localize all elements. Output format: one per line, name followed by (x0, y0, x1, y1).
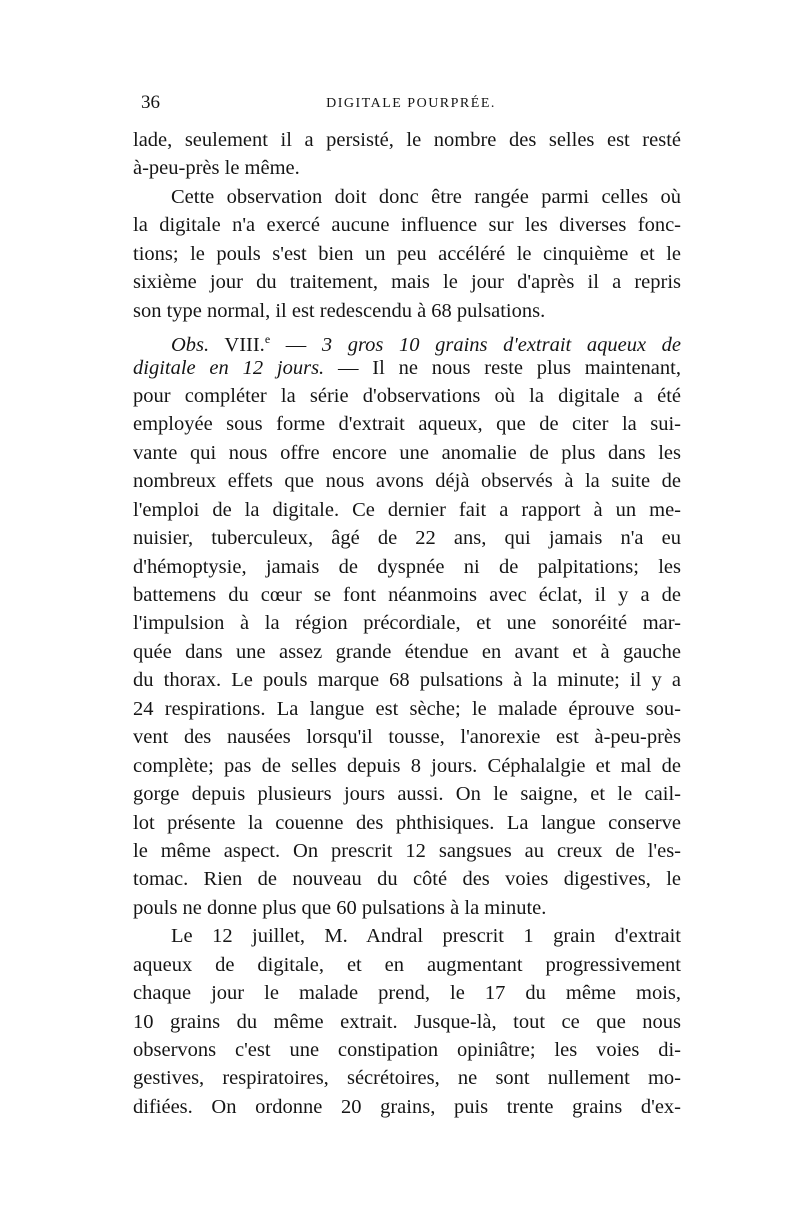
text-line: à-peu-près le même. (133, 157, 300, 180)
text-line: tomac. Rien de nouveau du côté des voies digestives, le (133, 868, 681, 891)
body-text (133, 126, 681, 1121)
text-line: difiées. On ordonne 20 grains, puis trente grains d'ex- (133, 1095, 681, 1118)
running-head: DIGITALE POURPRÉE. (326, 96, 496, 111)
text-line: aqueux de digitale, et en augmentant progressivement (133, 953, 681, 976)
text-line: sixième jour du traitement, mais le jour d'après il a repris (133, 271, 681, 294)
text-line: 10 grains du même extrait. Jusque-là, tout ce que nous (133, 1010, 681, 1033)
text-line: Le 12 juillet, M. Andral prescrit 1 grain d'extrait (171, 925, 681, 948)
text-line: lade, seulement il a persisté, le nombre des selles est resté (133, 129, 681, 151)
text-line: vante qui nous offre encore une anomalie de plus dans les (133, 441, 681, 464)
obs-title: 3 gros 10 grains d'extrait aqueux de (321, 333, 681, 356)
text-line: chaque jour le malade prend, le 17 du même mois, (133, 982, 681, 1005)
text-line: l'emploi de la digitale. Ce dernier fait a rapport à un me- (133, 498, 681, 521)
text-line: gorge depuis plusieurs jours aussi. On le saigne, et le cail- (133, 783, 681, 806)
text-line: lot présente la couenne des phthisiques. La langue conserve (133, 811, 681, 834)
text-line: vent des nausées lorsqu'il tousse, l'anorexie est à-peu-près (133, 726, 681, 749)
text-line: Obs. VIII.$^e$ — 3 gros 10 grains d'extrait aqueux de (171, 332, 681, 356)
text-line: son type normal, il est redescendu à 68 pulsations. (133, 299, 546, 322)
page-number: 36 (141, 92, 160, 113)
text-line: observons c'est une constipation opiniâtre; les voies di- (133, 1039, 681, 1061)
text-line: digitale en 12 jours. — Il ne nous reste plus maintenant, (133, 356, 681, 379)
text-line: complète; pas de selles depuis 8 jours. Céphalalgie et mal de (133, 754, 681, 777)
text-line: du thorax. Le pouls marque 68 pulsations à la minute; il y a (133, 669, 681, 692)
text-line: Cette observation doit donc être rangée parmi celles où (171, 185, 681, 208)
text-line: 24 respirations. La langue est sèche; le malade éprouve sou- (133, 697, 681, 720)
text-line: nombreux effets que nous avons déjà observés à la suite de (133, 470, 681, 493)
text-line: quée dans une assez grande étendue en avant et à gauche (133, 640, 681, 663)
obs-number: VIII.$^e$ (209, 332, 271, 356)
text-line: pouls ne donne plus que 60 pulsations à la minute. (133, 896, 547, 919)
text-line: battemens du cœur se font néanmoins avec éclat, il y a de (133, 584, 681, 606)
text-line: la digitale n'a exercé aucune influence sur les diverses fonc- (133, 214, 681, 237)
text-line: employée sous forme d'extrait aqueux, que de citer la sui- (133, 413, 681, 436)
text-line: gestives, respiratoires, sécrétoires, ne sont nullement mo- (133, 1067, 681, 1090)
text-line: l'impulsion à la région précordiale, et une sonoréité mar- (133, 612, 681, 635)
text-line: nuisier, tuberculeux, âgé de 22 ans, qui jamais n'a eu (133, 527, 681, 550)
obs-label: Obs. (171, 333, 210, 356)
text-line: tions; le pouls s'est bien un peu accéléré le cinquième et le (133, 242, 681, 265)
text-line: le même aspect. On prescrit 12 sangsues au creux de l'es- (133, 839, 681, 862)
page-header (141, 92, 681, 122)
text-line: pour compléter la série d'observations où la digitale a été (133, 384, 681, 407)
text-line: d'hémoptysie, jamais de dyspnée ni de palpitations; les (133, 555, 681, 578)
obs-title-cont: digitale en 12 jours. (133, 356, 325, 379)
